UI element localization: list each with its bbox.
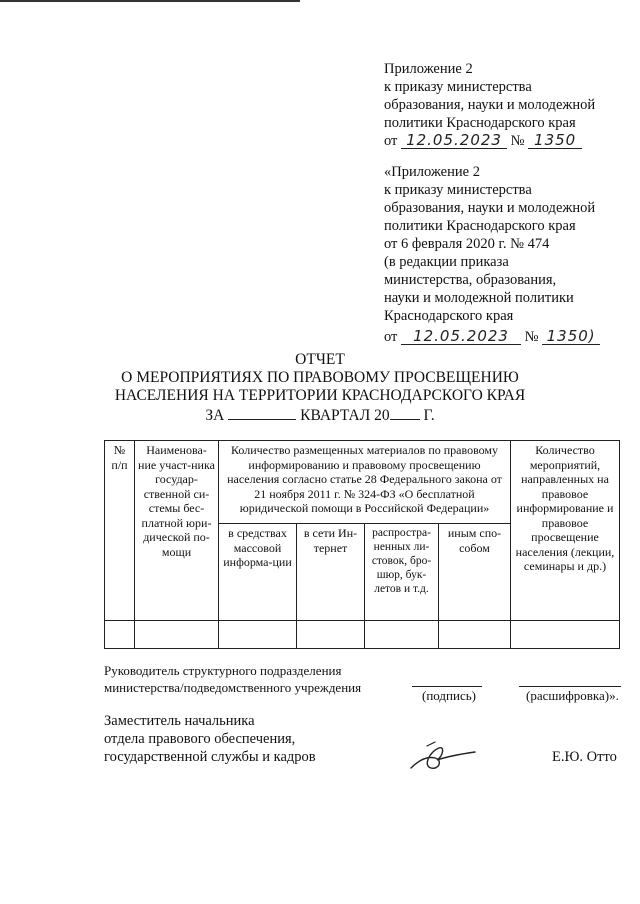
handwritten-date: 12.05.2023 xyxy=(401,328,521,345)
appendix-line: образования, науки и молодежной xyxy=(384,97,596,113)
handwritten-number: 1350 xyxy=(528,132,582,149)
decode-label: (расшифровка)». xyxy=(526,688,619,703)
number-prefix: № xyxy=(524,329,539,345)
period-year-suffix: Г. xyxy=(423,407,435,424)
appendix-line: к приказу министерства xyxy=(384,182,532,198)
date-prefix: от xyxy=(384,133,398,149)
appendix-line: политики Краснодарского края xyxy=(384,218,576,234)
year-blank xyxy=(390,405,420,420)
header-participant-name: Наименова-ние участ-ника государ-ственной си-стемы бес-платной юри-дической по-мощи xyxy=(135,441,219,621)
subheader-print: распростра-ненных ли-стовок, бро-шюр, бук-летов и т.д. xyxy=(365,524,439,621)
period-za: ЗА xyxy=(205,407,225,424)
quarter-blank xyxy=(228,405,296,420)
table-cell[interactable] xyxy=(365,621,439,649)
table-row xyxy=(105,621,620,649)
head-position xyxy=(104,662,361,696)
signature-label: (подпись) xyxy=(422,688,476,703)
handwritten-number: 1350) xyxy=(542,328,600,345)
report-title-line: НАСЕЛЕНИЯ НА ТЕРРИТОРИИ КРАСНОДАРСКОГО КРАЯ xyxy=(114,387,526,404)
subheader-media: в средствах массовой информа-ции xyxy=(219,524,297,621)
table-cell[interactable] xyxy=(439,621,511,649)
deputy-name: Е.Ю. Отто xyxy=(552,749,617,765)
header-materials: Количество размещенных материалов по правовому информированию и правовому просвещению населения согласно статье 28 Федерального закона от 21 ноября 2011 г. № 324-ФЗ «О бесплатной юридической помощи в Российской Федерации» xyxy=(219,441,511,524)
head-position-line: Руководитель структурного подразделения xyxy=(104,663,342,678)
table-cell[interactable] xyxy=(105,621,135,649)
appendix-line: Приложение 2 xyxy=(384,61,473,77)
appendix-line: политики Краснодарского края xyxy=(384,115,576,131)
report-period-line xyxy=(0,405,640,425)
appendix-line: образования, науки и молодежной xyxy=(384,200,596,216)
header-number: № п/п xyxy=(105,441,135,621)
scan-artifact-line xyxy=(0,0,300,2)
table-cell[interactable] xyxy=(219,621,297,649)
number-prefix: № xyxy=(510,133,525,149)
signature-line xyxy=(412,686,482,687)
report-title-line: ОТЧЕТ xyxy=(295,351,345,368)
table-cell[interactable] xyxy=(135,621,219,649)
period-kvartal: КВАРТАЛ 20 xyxy=(300,407,390,424)
appendix-header-1 xyxy=(384,60,595,150)
header-events: Количество мероприятий, направленных на правовое информирование и правовое просвещение населения (лекции, семинары и др.) xyxy=(511,441,620,621)
head-position-line: министерства/подведомственного учреждения xyxy=(104,680,362,695)
subheader-internet: в сети Ин-тернет xyxy=(297,524,365,621)
appendix-line: науки и молодежной политики xyxy=(384,290,574,306)
subheader-other: иным спо-собом xyxy=(439,524,511,621)
appendix-date-line xyxy=(384,328,600,346)
handwritten-date: 12.05.2023 xyxy=(401,132,507,149)
report-table xyxy=(104,440,620,649)
handwritten-signature-icon xyxy=(405,738,485,778)
table-cell[interactable] xyxy=(297,621,365,649)
appendix-line: министерства, образования, xyxy=(384,272,557,288)
appendix-line: Краснодарского края xyxy=(384,308,514,324)
table-cell[interactable] xyxy=(511,621,620,649)
decode-line xyxy=(519,686,621,687)
appendix-line: «Приложение 2 xyxy=(384,164,480,180)
appendix-header-2 xyxy=(384,163,600,346)
deputy-position-line: Заместитель начальника xyxy=(104,713,255,729)
appendix-line: от 6 февраля 2020 г. № 474 xyxy=(384,236,550,252)
deputy-position-line: государственной службы и кадров xyxy=(104,749,316,765)
deputy-position-line: отдела правового обеспечения, xyxy=(104,731,296,747)
report-title-line: О МЕРОПРИЯТИЯХ ПО ПРАВОВОМУ ПРОСВЕЩЕНИЮ xyxy=(121,369,519,386)
report-title xyxy=(0,351,640,425)
appendix-line: (в редакции приказа xyxy=(384,254,509,270)
appendix-date-line xyxy=(384,132,595,150)
deputy-position xyxy=(104,712,316,766)
date-prefix: от xyxy=(384,329,398,345)
appendix-line: к приказу министерства xyxy=(384,79,532,95)
